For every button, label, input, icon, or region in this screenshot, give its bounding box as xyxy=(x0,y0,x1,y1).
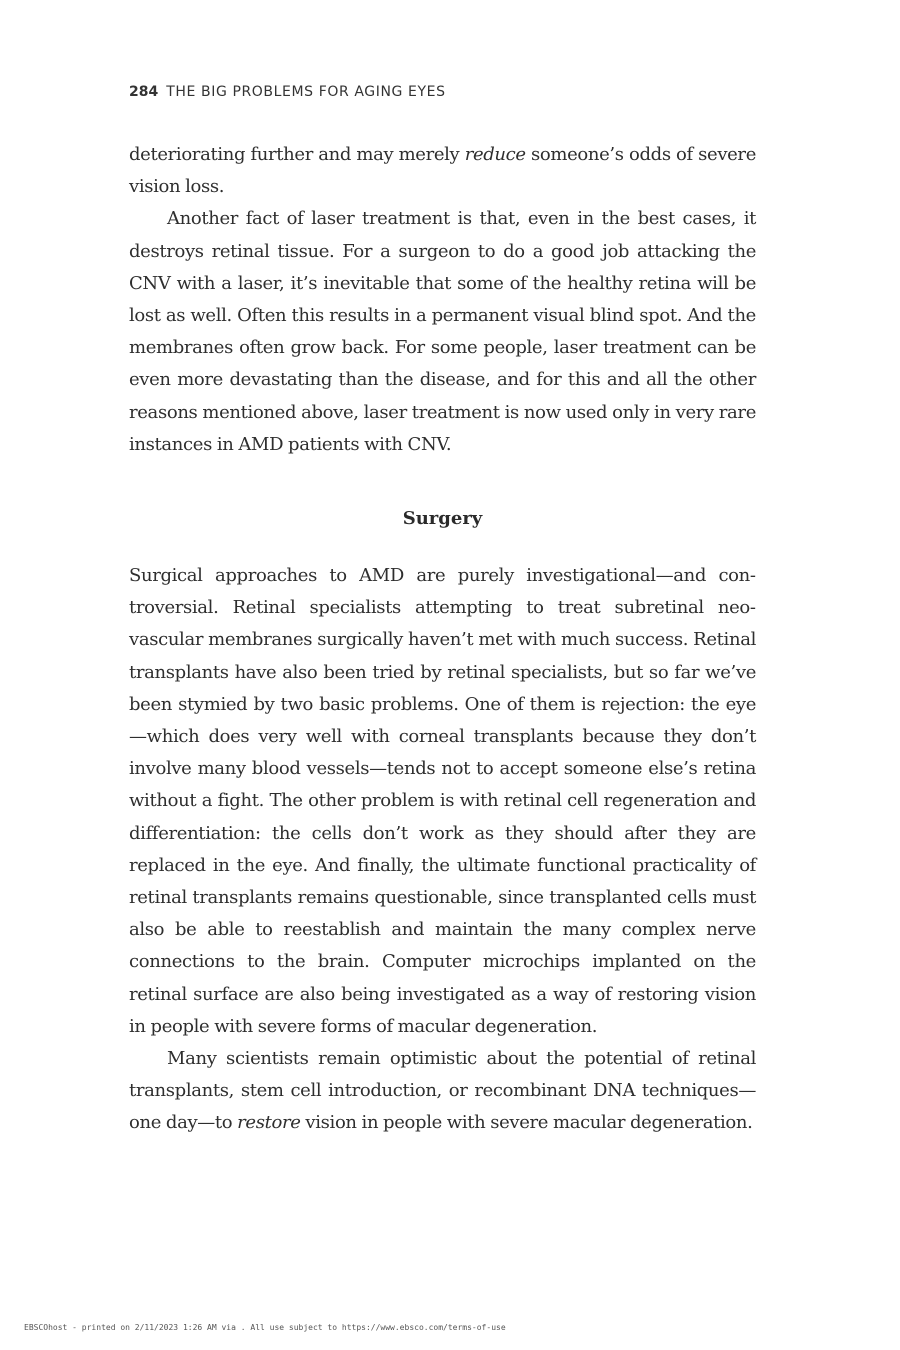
paragraph-optimism xyxy=(129,1043,756,1140)
paragraph-text: Many scientists remain optimistic about the potential of retinal transplants, stem cell introduction, or recombinant DNA techniques—one day—to xyxy=(129,1048,756,1134)
paragraph-text: deteriorating further and may merely xyxy=(129,144,465,165)
paragraph-text: vision in people with severe macular degeneration. xyxy=(300,1112,753,1134)
footer-notice: EBSCOhost - printed on 2/11/2023 1:26 AM via . All use subject to https://www.ebsco.com/terms-of-use xyxy=(24,1323,506,1332)
text-block-laser xyxy=(129,139,756,461)
emphasis-reduce: reduce xyxy=(464,144,526,165)
paragraph-text: someone’s odds of severe vision loss. xyxy=(129,144,756,198)
paragraph-vision-loss xyxy=(129,139,756,203)
paragraph-laser-treatment: Another fact of laser treatment is that, even in the best cases, it destroys retinal tissue. For a surgeon to do a good job attacking the CNV with a laser, it’s inevitable that some of the healthy retina will be lost as well. Often this results in a permanent visual blind spot. And the membranes often grow back. For some people, laser treatment can be even more devastating than the disease, and for this and all the other reasons mentioned above, laser treatment is now used only in very rare instances in AMD patients with CNV. xyxy=(129,208,756,455)
emphasis-restore: restore xyxy=(237,1112,301,1134)
running-title: THE BIG PROBLEMS FOR AGING EYES xyxy=(166,84,446,100)
paragraph-surgical-approaches: Surgical approaches to AMD are purely investigational—and controversial. Retinal specialists attempting to treat subretinal neovascular membranes surgically haven’t met with much success. Retinal transplants have also been tried by retinal specialists, but so far we’ve been stymied by two basic problems. One of them is rejection: the eye—which does very well with corneal transplants because they don’t involve many blood vessels—tends not to accept someone else’s retina without a fight. The other problem is with retinal cell regeneration and differentiation: the cells don’t work as they should after they are replaced in the eye. And finally, the ultimate functional practicality of retinal transplants remains questionable, since transplanted cells must also be able to reestablish and maintain the many complex nerve connections to the brain. Computer microchips implanted on the retinal surface are also being investigated as a way of restoring vision in people with severe forms of macular degeneration. xyxy=(129,565,756,1037)
section-heading-surgery: Surgery xyxy=(402,508,483,529)
text-block-surgery xyxy=(129,560,756,1140)
running-header xyxy=(129,84,446,100)
page-number: 284 xyxy=(129,84,159,100)
